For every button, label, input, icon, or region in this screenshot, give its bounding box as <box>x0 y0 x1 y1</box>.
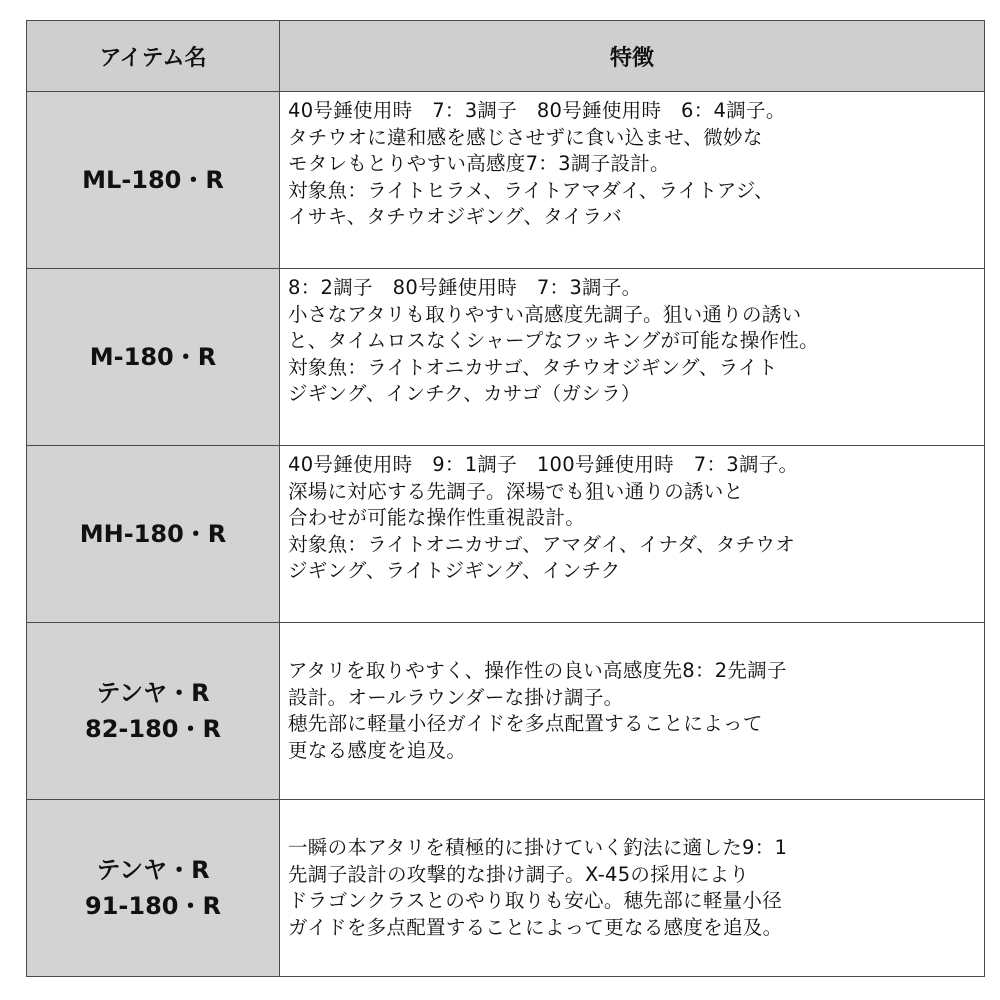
item-name: ML-180・R <box>82 166 224 194</box>
feature-line: 合わせが可能な操作性重視設計。 <box>288 506 586 529</box>
table-row <box>27 800 985 977</box>
feature-line: イサキ、タチウオジギング、タイラバ <box>288 205 623 228</box>
feature-line: と、タイムロスなくシャープなフッキングが可能な操作性。 <box>288 329 819 352</box>
item-name-cell <box>27 800 280 977</box>
feature-line: 対象魚：ライトヒラメ、ライトアマダイ、ライトアジ、 <box>288 178 774 202</box>
item-name: テンヤ・R <box>96 856 210 884</box>
feature-line: タチウオに違和感を感じさせずに食い込ませ、微妙な <box>288 125 763 149</box>
feature-line: 設計。オールラウンダーな掛け調子。 <box>288 685 624 709</box>
feature-line: 深場に対応する先調子。深場でも狙い通りの誘いと <box>288 479 744 503</box>
table-row <box>27 92 985 269</box>
feature-line: 対象魚：ライトオニカサゴ、タチウオジギング、ライト <box>288 355 778 379</box>
header-item-name: アイテム名 <box>27 21 280 92</box>
table-row <box>27 623 985 800</box>
item-name-cell <box>27 446 280 623</box>
item-name: 82-180・R <box>85 715 221 743</box>
feature-line: アタリを取りやすく、操作性の良い高感度先8：2先調子 <box>288 659 787 682</box>
item-name: MH-180・R <box>79 520 227 548</box>
feature-cell <box>280 800 985 977</box>
table-row <box>27 446 985 623</box>
item-name-cell <box>27 623 280 800</box>
item-name-cell <box>27 269 280 446</box>
feature-line: 40号錘使用時 9：1調子 100号錘使用時 7：3調子。 <box>288 453 799 476</box>
item-name: 91-180・R <box>85 892 221 920</box>
feature-line: 一瞬の本アタリを積極的に掛けていく釣法に適した9：1 <box>288 836 788 859</box>
feature-line: 穂先部に軽量小径ガイドを多点配置することによって <box>288 712 763 735</box>
item-name: M-180・R <box>89 343 217 371</box>
feature-line: ジギング、ライトジギング、インチク <box>288 559 621 582</box>
feature-line: 更なる感度を追及。 <box>288 738 467 762</box>
header-row <box>27 21 985 92</box>
feature-cell <box>280 623 985 800</box>
feature-cell <box>280 92 985 269</box>
feature-line: 小さなアタリも取りやすい高感度先調子。狙い通りの誘い <box>288 302 802 326</box>
item-name-cell <box>27 92 280 269</box>
header-features: 特徴 <box>280 21 985 92</box>
feature-line: ドラゴンクラスとのやり取りも安心。穂先部に軽量小径 <box>288 889 783 912</box>
feature-cell <box>280 446 985 623</box>
feature-line: 対象魚：ライトオニカサゴ、アマダイ、イナダ、タチウオ <box>288 532 796 556</box>
feature-line: 先調子設計の攻撃的な掛け調子。X-45の採用により <box>288 862 750 886</box>
feature-line: 8：2調子 80号錘使用時 7：3調子。 <box>288 276 642 299</box>
table-row <box>27 269 985 446</box>
spec-table <box>26 20 985 977</box>
item-name: テンヤ・R <box>96 679 210 707</box>
feature-line: 40号錘使用時 7：3調子 80号錘使用時 6：4調子。 <box>288 99 786 122</box>
feature-line: モタレもとりやすい高感度7：3調子設計。 <box>288 152 670 175</box>
feature-line: ガイドを多点配置することによって更なる感度を追及。 <box>288 915 783 939</box>
feature-line: ジギング、インチク、カサゴ（ガシラ） <box>288 382 641 405</box>
feature-cell <box>280 269 985 446</box>
